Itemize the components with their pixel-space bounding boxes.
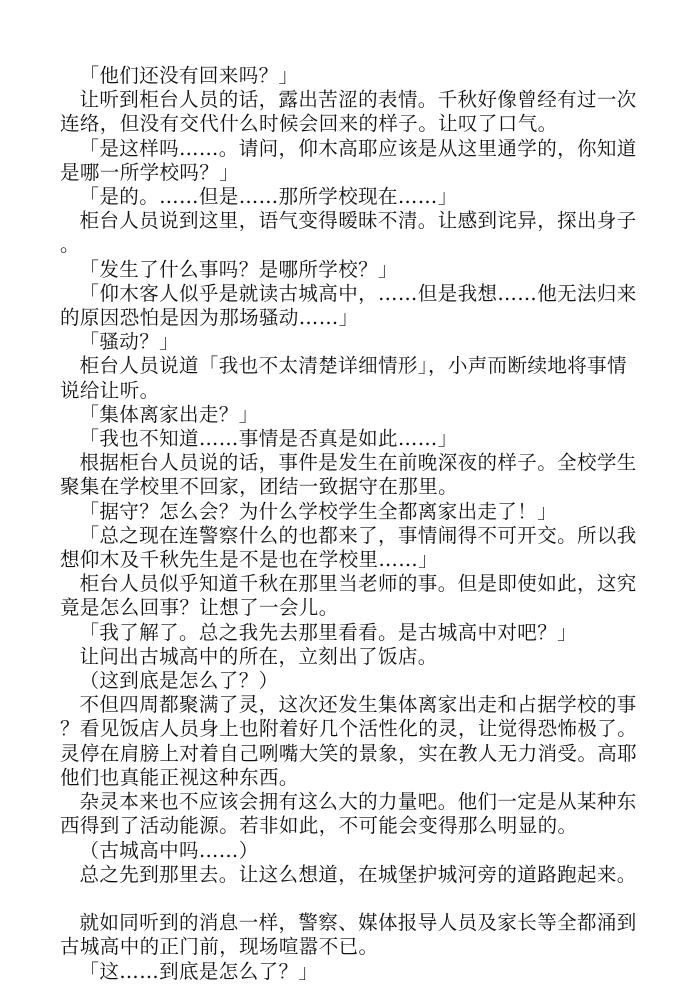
paragraph: 总之先到那里去。让这么想道，在城堡护城河旁的道路跑起来。 — [79, 862, 637, 886]
paragraph: 「是的。……但是……那所学校现在……」 — [79, 185, 458, 209]
paragraph: 杂灵本来也不应该会拥有这么大的力量吧。他们一定是从某种东西得到了活动能源。若非如此，不可能会变得那么明显的。 — [60, 790, 637, 838]
paragraph: 柜台人员说道「我也不太清楚详细情形」，小声而断续地将事情说给让听。 — [60, 354, 627, 402]
paragraph: 让问出古城高中的所在，立刻出了饭店。 — [79, 644, 438, 668]
paragraph: 「仰木客人似乎是就读古城高中，……但是我想……他无法归来的原因恐怕是因为那场骚动……」 — [60, 281, 637, 330]
section-break — [60, 887, 640, 911]
paragraph: 「这……到底是怎么了？」 — [79, 959, 319, 983]
paragraph: 柜台人员说到这里，语气变得暧昧不清。让感到诧异，探出身子。 — [60, 209, 637, 257]
paragraph: 「他们还没有回来吗？」 — [79, 64, 299, 87]
paragraph: 让听到柜台人员的话，露出苦涩的表情。千秋好像曾经有过一次连络，但没有交代什么时候会回来的样子。让叹了口气。 — [60, 88, 637, 136]
paragraph: 「骚动？」 — [79, 330, 180, 354]
paragraph: 根据柜台人员说的话，事件是发生在前晚深夜的样子。全校学生聚集在学校里不回家，团结一致据守在那里。 — [60, 451, 637, 499]
paragraph: 「是这样吗……。请问，仰木高耶应该是从这里通学的，你知道是哪一所学校吗？」 — [60, 136, 637, 184]
paragraph: 「据守？怎么会？为什么学校学生全都离家出走了！」 — [79, 499, 558, 523]
paragraph: 柜台人员似乎知道千秋在那里当老师的事。但是即使如此，这究竟是怎么回事？让想了一会儿。 — [60, 572, 637, 620]
body-text — [60, 64, 640, 984]
paragraph: 就如同听到的消息一样，警察、媒体报导人员及家长等全都涌到古城高中的正门前，现场喧嚣不已。 — [60, 911, 637, 959]
paragraph: 「我了解了。总之我先去那里看看。是古城高中对吧？」 — [79, 620, 578, 644]
paragraph: 「发生了什么事吗？是哪所学校？」 — [79, 257, 398, 281]
paragraph: 「集体离家出走？」 — [79, 402, 259, 426]
paragraph: 不但四周都聚满了灵，这次还发生集体离家出走和占据学校的事？看见饭店人员身上也附着好几个活性化的灵，让觉得恐怖极了。灵停在肩膀上对着自己咧嘴大笑的景象，实在教人无力消受。高耶他们也真能正视这种东西。 — [60, 693, 638, 789]
paragraph: （古城高中吗……） — [79, 838, 259, 862]
paragraph: 「总之现在连警察什么的也都来了，事情闹得不可开交。所以我想仰木及千秋先生是不是也在学校里……」 — [60, 523, 637, 572]
paragraph: 「我也不知道……事情是否真是如此……」 — [79, 427, 458, 451]
paragraph: （这到底是怎么了？） — [79, 669, 279, 693]
